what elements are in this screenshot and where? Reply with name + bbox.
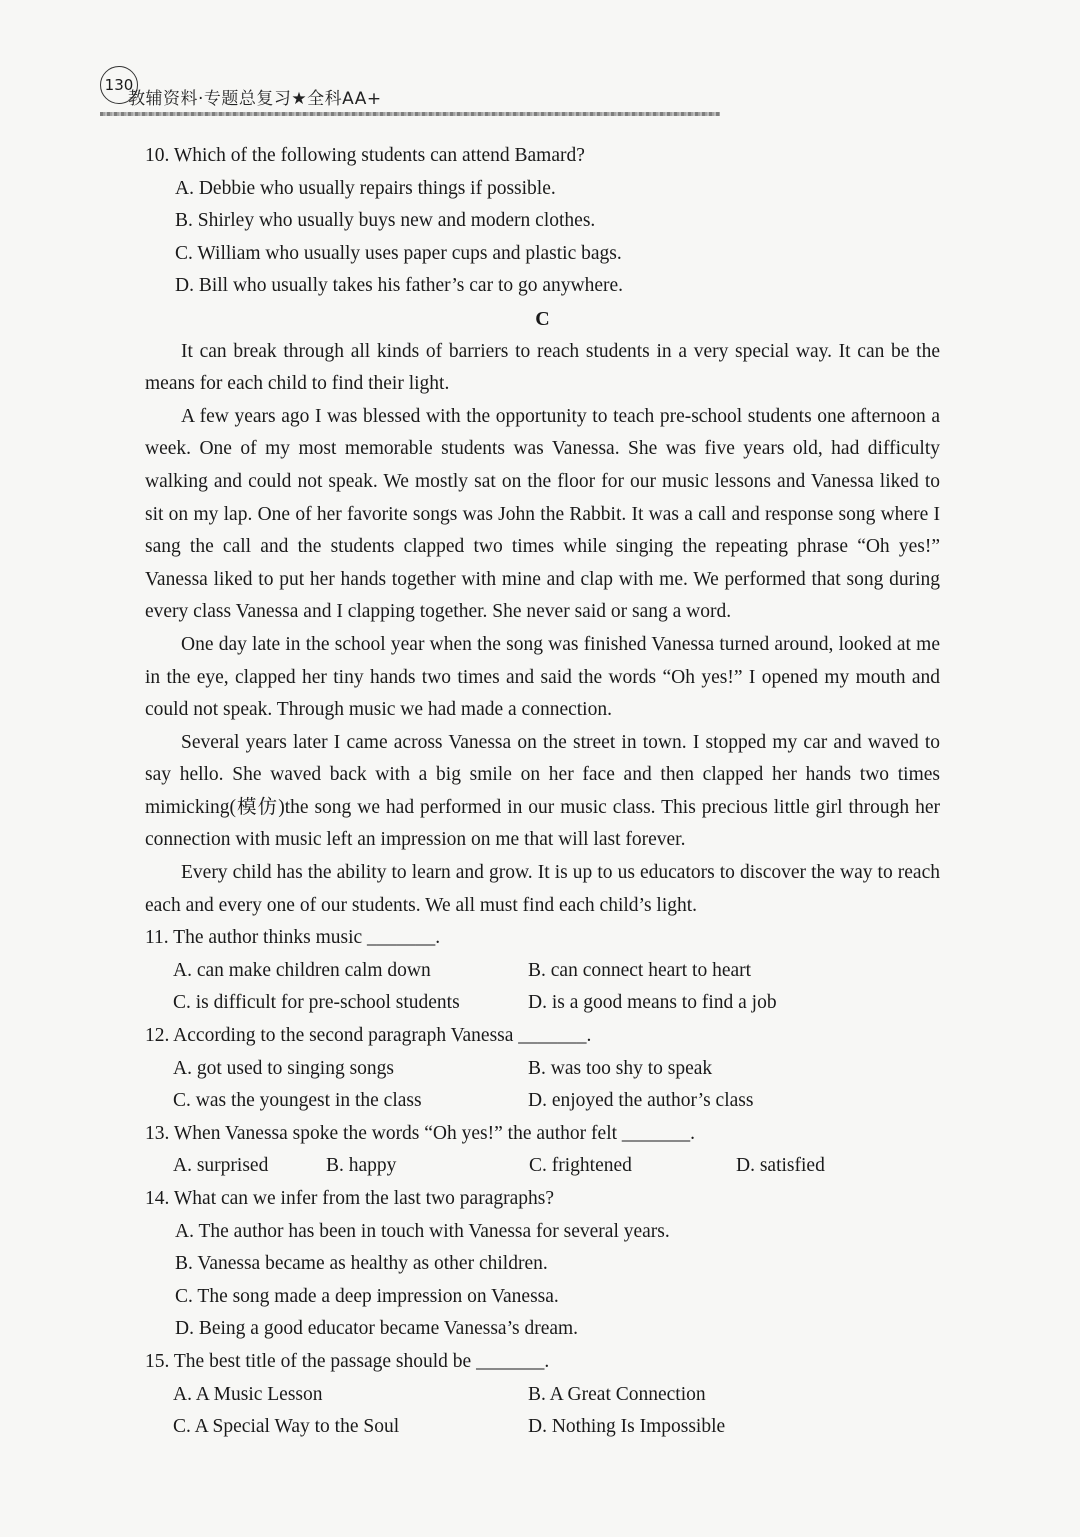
option: C. The song made a deep impression on Vanessa.: [175, 1285, 559, 1307]
option: B. Vanessa became as healthy as other children.: [175, 1253, 548, 1275]
option: B. can connect heart to heart: [528, 959, 752, 981]
option: C. A Special Way to the Soul: [173, 1416, 400, 1438]
question-stem: 10. Which of the following students can attend Bamard?: [145, 145, 585, 166]
option: D. Bill who usually takes his father’s car to go anywhere.: [175, 275, 624, 297]
question-stem: 15. The best title of the passage should be _______.: [145, 1350, 550, 1372]
option: C. was the youngest in the class: [173, 1090, 422, 1112]
option: A. Debbie who usually repairs things if possible.: [175, 177, 556, 199]
page-content: [145, 140, 940, 1444]
question-13: [145, 1118, 940, 1183]
question-stem: 14. What can we infer from the last two paragraphs?: [145, 1188, 554, 1209]
option: D. Being a good educator became Vanessa’s dream.: [175, 1318, 579, 1340]
passage-paragraph: It can break through all kinds of barriers to reach students in a very special way. It can be the means for each child to find their light.: [145, 340, 940, 395]
passage-paragraph: Every child has the ability to learn and grow. It is up to us educators to discover the way to reach each and every one of our students. We all must find each child’s light.: [145, 862, 940, 916]
option: A. can make children calm down: [173, 959, 431, 981]
option: D. Nothing Is Impossible: [528, 1416, 726, 1438]
option: A. got used to singing songs: [173, 1057, 395, 1079]
option: D. enjoyed the author’s class: [528, 1090, 754, 1112]
section-heading: C: [535, 307, 550, 330]
option: C. is difficult for pre-school students: [173, 992, 460, 1014]
option: B. was too shy to speak: [528, 1057, 713, 1079]
option: A. The author has been in touch with Vanessa for several years.: [175, 1220, 670, 1242]
question-stem: 12. According to the second paragraph Vanessa _______.: [145, 1025, 592, 1047]
passage-paragraph: One day late in the school year when the song was finished Vanessa turned around, looked at me in the eye, clapped her tiny hands two times and said the words “Oh yes!” I opened my mouth and could not speak. Through music we had made a connection.: [145, 633, 940, 721]
option: A. A Music Lesson: [173, 1383, 323, 1405]
question-14: [145, 1183, 940, 1346]
question-11: [145, 922, 940, 1020]
option: B. happy: [326, 1155, 397, 1177]
page-header: [100, 62, 720, 118]
page-number: 130: [100, 66, 138, 104]
option: C. frightened: [529, 1155, 632, 1177]
header-divider: [100, 112, 720, 116]
option: B. A Great Connection: [528, 1383, 706, 1405]
question-stem: 11. The author thinks music _______.: [145, 927, 441, 949]
question-stem: 13. When Vanessa spoke the words “Oh yes!” the author felt _______.: [145, 1122, 696, 1144]
book-title: 教辅资料·专题总复习★全科AA+: [128, 89, 382, 109]
question-15: [145, 1346, 940, 1444]
option: C. William who usually uses paper cups and plastic bags.: [175, 242, 622, 264]
option: D. satisfied: [736, 1155, 825, 1177]
option: A. surprised: [173, 1155, 269, 1177]
passage-paragraph: A few years ago I was blessed with the opportunity to teach pre-school students one afternoon a week. One of my most memorable students was Vanessa. She was five years old, had difficulty walking and could not speak. We mostly sat on the floor for our music lessons and Vanessa liked to sit on my lap. One of her favorite songs was John the Rabbit. It was a call and response song where I sang the call and the students clapped two times while singing the repeating phrase “Oh yes!” Vanessa liked to put her hands together with mine and clap with me. We performed that song during every class Vanessa and I clapping together. She never said or sang a word.: [145, 405, 940, 623]
reading-passage: [145, 336, 940, 923]
question-10: [145, 140, 940, 303]
option: B. Shirley who usually buys new and modern clothes.: [175, 210, 596, 232]
passage-paragraph: Several years later I came across Vanessa on the street in town. I stopped my car and waved to say hello. She waved back with a big smile on her face and then clapped her hands two times mimicking(模仿)the song we had performed in our music class. This precious little girl through her connection with music left an impression on me that will last forever.: [145, 731, 940, 851]
option: D. is a good means to find a job: [528, 992, 777, 1014]
question-12: [145, 1020, 940, 1118]
